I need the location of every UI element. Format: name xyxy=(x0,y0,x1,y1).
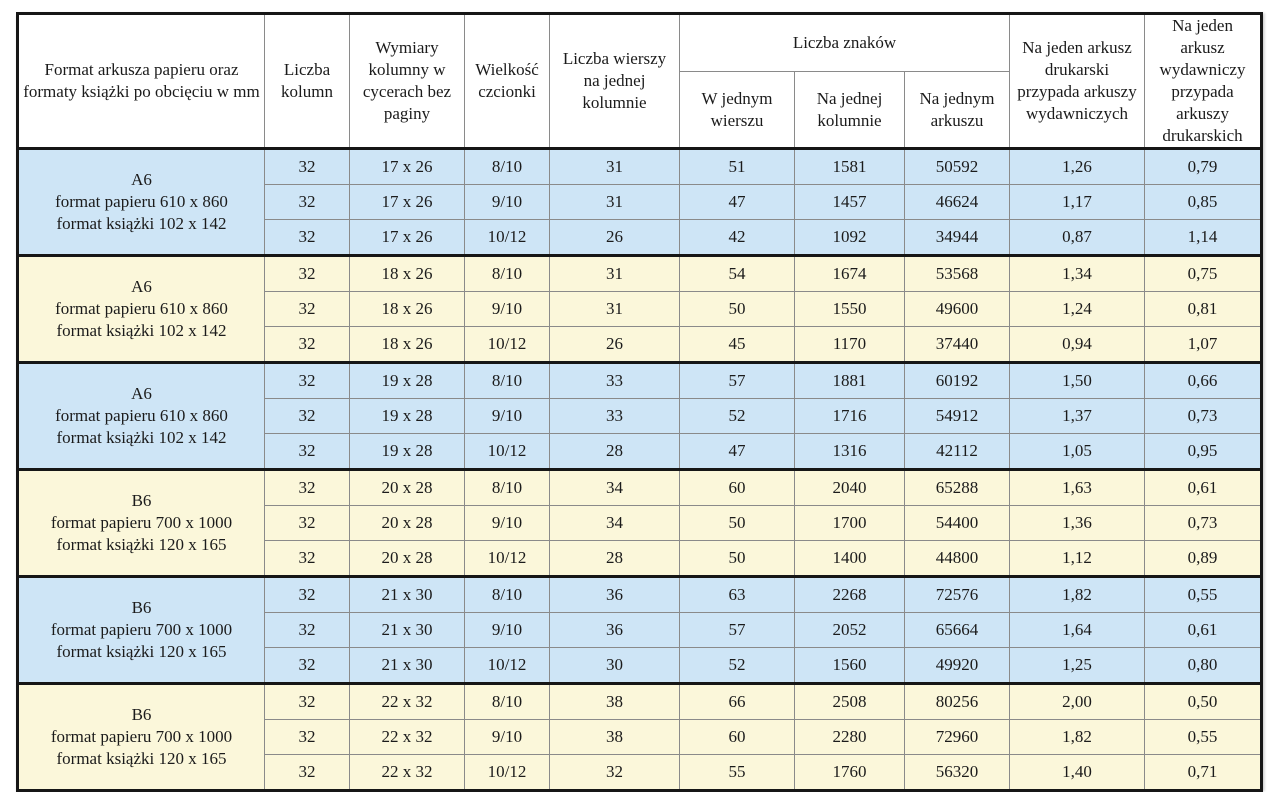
value-cell: 36 xyxy=(550,577,680,613)
value-cell: 32 xyxy=(265,327,350,363)
value-cell: 0,55 xyxy=(1145,720,1262,755)
value-cell: 0,94 xyxy=(1010,327,1145,363)
value-cell: 32 xyxy=(265,292,350,327)
value-cell: 31 xyxy=(550,185,680,220)
value-cell: 0,61 xyxy=(1145,470,1262,506)
format-cell xyxy=(18,470,265,577)
value-cell: 38 xyxy=(550,684,680,720)
table-row xyxy=(18,577,1262,613)
value-cell: 18 x 26 xyxy=(350,256,465,292)
format-line: format papieru 610 x 860 xyxy=(55,299,228,318)
value-cell: 37440 xyxy=(905,327,1010,363)
format-cell xyxy=(18,577,265,684)
value-cell: 0,80 xyxy=(1145,648,1262,684)
value-cell: 45 xyxy=(680,327,795,363)
header-na-jednej-kolumnie: Na jednej kolumnie xyxy=(795,72,905,149)
table-row xyxy=(18,470,1262,506)
value-cell: 8/10 xyxy=(465,256,550,292)
value-cell: 36 xyxy=(550,613,680,648)
header-row-1 xyxy=(18,14,1262,72)
value-cell: 8/10 xyxy=(465,577,550,613)
value-cell: 0,73 xyxy=(1145,399,1262,434)
value-cell: 1,26 xyxy=(1010,149,1145,185)
value-cell: 31 xyxy=(550,149,680,185)
header-arkusz-drukarski: Na jeden arkusz drukarski przypada arkuszy wydawniczych xyxy=(1010,14,1145,149)
value-cell: 8/10 xyxy=(465,149,550,185)
value-cell: 34 xyxy=(550,506,680,541)
format-line: B6 xyxy=(131,598,152,617)
value-cell: 53568 xyxy=(905,256,1010,292)
value-cell: 56320 xyxy=(905,755,1010,791)
value-cell: 10/12 xyxy=(465,434,550,470)
format-line: A6 xyxy=(131,170,152,189)
value-cell: 32 xyxy=(265,541,350,577)
value-cell: 21 x 30 xyxy=(350,613,465,648)
value-cell: 60192 xyxy=(905,363,1010,399)
value-cell: 50 xyxy=(680,541,795,577)
value-cell: 0,87 xyxy=(1010,220,1145,256)
value-cell: 1316 xyxy=(795,434,905,470)
value-cell: 1400 xyxy=(795,541,905,577)
value-cell: 10/12 xyxy=(465,327,550,363)
value-cell: 0,85 xyxy=(1145,185,1262,220)
header-wymiary-kolumny: Wymiary kolumny w cycerach bez paginy xyxy=(350,14,465,149)
value-cell: 1,50 xyxy=(1010,363,1145,399)
format-line: B6 xyxy=(131,491,152,510)
value-cell: 32 xyxy=(265,363,350,399)
value-cell: 0,66 xyxy=(1145,363,1262,399)
value-cell: 60 xyxy=(680,720,795,755)
value-cell: 32 xyxy=(265,648,350,684)
value-cell: 0,71 xyxy=(1145,755,1262,791)
value-cell: 65664 xyxy=(905,613,1010,648)
value-cell: 10/12 xyxy=(465,541,550,577)
value-cell: 9/10 xyxy=(465,613,550,648)
value-cell: 0,55 xyxy=(1145,577,1262,613)
value-cell: 9/10 xyxy=(465,399,550,434)
value-cell: 1581 xyxy=(795,149,905,185)
value-cell: 8/10 xyxy=(465,684,550,720)
header-w-jednym-wierszu: W jednym wierszu xyxy=(680,72,795,149)
value-cell: 1,36 xyxy=(1010,506,1145,541)
header-na-jednym-arkuszu: Na jednym arkuszu xyxy=(905,72,1010,149)
value-cell: 80256 xyxy=(905,684,1010,720)
format-line: B6 xyxy=(131,705,152,724)
value-cell: 19 x 28 xyxy=(350,434,465,470)
value-cell: 34 xyxy=(550,470,680,506)
value-cell: 32 xyxy=(265,577,350,613)
value-cell: 1,07 xyxy=(1145,327,1262,363)
value-cell: 18 x 26 xyxy=(350,327,465,363)
value-cell: 32 xyxy=(265,220,350,256)
format-cell xyxy=(18,684,265,791)
value-cell: 1,34 xyxy=(1010,256,1145,292)
value-cell: 72576 xyxy=(905,577,1010,613)
format-line: A6 xyxy=(131,277,152,296)
header-arkusz-wydawniczy: Na jeden arkusz wydawniczy przypada arkuszy drukarskich xyxy=(1145,14,1262,149)
value-cell: 20 x 28 xyxy=(350,541,465,577)
value-cell: 20 x 28 xyxy=(350,506,465,541)
value-cell: 0,89 xyxy=(1145,541,1262,577)
table-body xyxy=(18,149,1262,791)
table-header xyxy=(18,14,1262,149)
value-cell: 1,63 xyxy=(1010,470,1145,506)
value-cell: 32 xyxy=(265,470,350,506)
value-cell: 51 xyxy=(680,149,795,185)
value-cell: 1,82 xyxy=(1010,720,1145,755)
value-cell: 1674 xyxy=(795,256,905,292)
value-cell: 8/10 xyxy=(465,470,550,506)
value-cell: 2268 xyxy=(795,577,905,613)
value-cell: 33 xyxy=(550,399,680,434)
value-cell: 32 xyxy=(265,256,350,292)
value-cell: 1700 xyxy=(795,506,905,541)
value-cell: 2,00 xyxy=(1010,684,1145,720)
value-cell: 66 xyxy=(680,684,795,720)
header-format: Format arkusza papieru oraz formaty książki po obcięciu w mm xyxy=(18,14,265,149)
value-cell: 21 x 30 xyxy=(350,577,465,613)
value-cell: 0,75 xyxy=(1145,256,1262,292)
value-cell: 46624 xyxy=(905,185,1010,220)
format-cell xyxy=(18,149,265,256)
value-cell: 33 xyxy=(550,363,680,399)
value-cell: 1170 xyxy=(795,327,905,363)
value-cell: 57 xyxy=(680,363,795,399)
value-cell: 22 x 32 xyxy=(350,684,465,720)
value-cell: 9/10 xyxy=(465,185,550,220)
format-line: format papieru 610 x 860 xyxy=(55,406,228,425)
value-cell: 28 xyxy=(550,541,680,577)
format-line: format papieru 700 x 1000 xyxy=(50,513,233,532)
value-cell: 30 xyxy=(550,648,680,684)
header-liczba-kolumn: Liczba kolumn xyxy=(265,14,350,149)
value-cell: 28 xyxy=(550,434,680,470)
value-cell: 9/10 xyxy=(465,506,550,541)
value-cell: 1550 xyxy=(795,292,905,327)
value-cell: 2052 xyxy=(795,613,905,648)
value-cell: 72960 xyxy=(905,720,1010,755)
value-cell: 54400 xyxy=(905,506,1010,541)
format-line: format papieru 700 x 1000 xyxy=(50,727,233,746)
value-cell: 1560 xyxy=(795,648,905,684)
value-cell: 9/10 xyxy=(465,292,550,327)
format-line: format papieru 610 x 860 xyxy=(55,192,228,211)
value-cell: 17 x 26 xyxy=(350,220,465,256)
header-liczba-znakow: Liczba znaków xyxy=(680,14,1010,72)
value-cell: 49920 xyxy=(905,648,1010,684)
value-cell: 60 xyxy=(680,470,795,506)
value-cell: 47 xyxy=(680,185,795,220)
value-cell: 31 xyxy=(550,292,680,327)
value-cell: 17 x 26 xyxy=(350,185,465,220)
value-cell: 0,79 xyxy=(1145,149,1262,185)
value-cell: 0,50 xyxy=(1145,684,1262,720)
value-cell: 9/10 xyxy=(465,720,550,755)
value-cell: 55 xyxy=(680,755,795,791)
value-cell: 1,12 xyxy=(1010,541,1145,577)
value-cell: 1,64 xyxy=(1010,613,1145,648)
value-cell: 34944 xyxy=(905,220,1010,256)
value-cell: 31 xyxy=(550,256,680,292)
value-cell: 1,40 xyxy=(1010,755,1145,791)
value-cell: 32 xyxy=(265,434,350,470)
value-cell: 1457 xyxy=(795,185,905,220)
value-cell: 26 xyxy=(550,220,680,256)
value-cell: 52 xyxy=(680,399,795,434)
format-line: A6 xyxy=(131,384,152,403)
format-line: format papieru 700 x 1000 xyxy=(50,620,233,639)
value-cell: 1,82 xyxy=(1010,577,1145,613)
value-cell: 8/10 xyxy=(465,363,550,399)
value-cell: 1,05 xyxy=(1010,434,1145,470)
value-cell: 54 xyxy=(680,256,795,292)
value-cell: 1,14 xyxy=(1145,220,1262,256)
format-line: format książki 120 x 165 xyxy=(56,642,227,661)
value-cell: 21 x 30 xyxy=(350,648,465,684)
value-cell: 65288 xyxy=(905,470,1010,506)
value-cell: 32 xyxy=(265,613,350,648)
value-cell: 1,25 xyxy=(1010,648,1145,684)
value-cell: 42 xyxy=(680,220,795,256)
value-cell: 57 xyxy=(680,613,795,648)
value-cell: 32 xyxy=(265,720,350,755)
table-row xyxy=(18,684,1262,720)
header-wielkosc-czcionki: Wielkość czcionki xyxy=(465,14,550,149)
format-line: format książki 120 x 165 xyxy=(56,749,227,768)
value-cell: 38 xyxy=(550,720,680,755)
typography-table xyxy=(16,12,1263,792)
value-cell: 2508 xyxy=(795,684,905,720)
value-cell: 32 xyxy=(265,684,350,720)
value-cell: 1092 xyxy=(795,220,905,256)
value-cell: 54912 xyxy=(905,399,1010,434)
format-cell xyxy=(18,256,265,363)
value-cell: 63 xyxy=(680,577,795,613)
value-cell: 2280 xyxy=(795,720,905,755)
value-cell: 17 x 26 xyxy=(350,149,465,185)
value-cell: 32 xyxy=(265,185,350,220)
value-cell: 1,37 xyxy=(1010,399,1145,434)
format-line: format książki 120 x 165 xyxy=(56,535,227,554)
value-cell: 50 xyxy=(680,292,795,327)
value-cell: 44800 xyxy=(905,541,1010,577)
value-cell: 22 x 32 xyxy=(350,720,465,755)
value-cell: 1760 xyxy=(795,755,905,791)
value-cell: 42112 xyxy=(905,434,1010,470)
value-cell: 0,61 xyxy=(1145,613,1262,648)
value-cell: 19 x 28 xyxy=(350,399,465,434)
format-line: format książki 102 x 142 xyxy=(56,321,227,340)
format-cell xyxy=(18,363,265,470)
value-cell: 10/12 xyxy=(465,648,550,684)
header-liczba-wierszy: Liczba wierszy na jednej kolumnie xyxy=(550,14,680,149)
format-line: format książki 102 x 142 xyxy=(56,214,227,233)
value-cell: 50 xyxy=(680,506,795,541)
value-cell: 0,73 xyxy=(1145,506,1262,541)
value-cell: 22 x 32 xyxy=(350,755,465,791)
value-cell: 1716 xyxy=(795,399,905,434)
format-line: format książki 102 x 142 xyxy=(56,428,227,447)
value-cell: 49600 xyxy=(905,292,1010,327)
value-cell: 32 xyxy=(265,755,350,791)
value-cell: 1,17 xyxy=(1010,185,1145,220)
value-cell: 32 xyxy=(265,506,350,541)
table-row xyxy=(18,149,1262,185)
value-cell: 10/12 xyxy=(465,220,550,256)
value-cell: 1,24 xyxy=(1010,292,1145,327)
value-cell: 32 xyxy=(550,755,680,791)
value-cell: 47 xyxy=(680,434,795,470)
value-cell: 1881 xyxy=(795,363,905,399)
value-cell: 2040 xyxy=(795,470,905,506)
table-row xyxy=(18,256,1262,292)
value-cell: 26 xyxy=(550,327,680,363)
value-cell: 50592 xyxy=(905,149,1010,185)
value-cell: 52 xyxy=(680,648,795,684)
value-cell: 20 x 28 xyxy=(350,470,465,506)
value-cell: 32 xyxy=(265,399,350,434)
value-cell: 32 xyxy=(265,149,350,185)
value-cell: 18 x 26 xyxy=(350,292,465,327)
table-row xyxy=(18,363,1262,399)
value-cell: 0,95 xyxy=(1145,434,1262,470)
value-cell: 19 x 28 xyxy=(350,363,465,399)
value-cell: 10/12 xyxy=(465,755,550,791)
value-cell: 0,81 xyxy=(1145,292,1262,327)
